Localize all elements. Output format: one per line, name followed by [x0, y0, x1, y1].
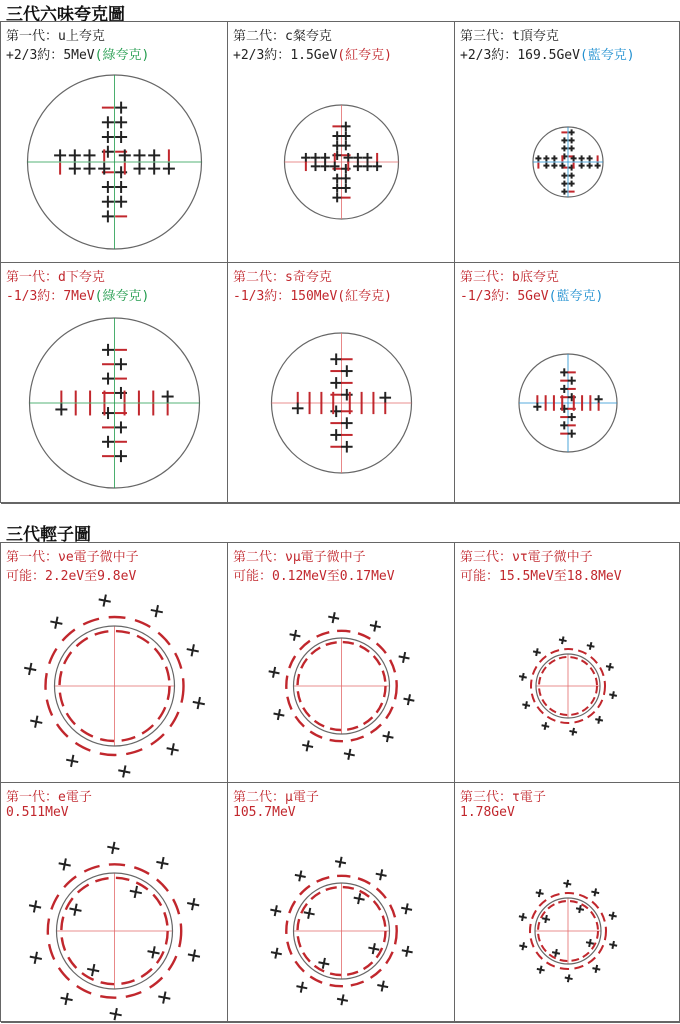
- plus-charge-mark: [330, 405, 342, 417]
- plus-charge-mark: [561, 173, 567, 179]
- plus-charge-mark: [542, 722, 550, 730]
- lepton-diagram: [1, 783, 228, 1023]
- plus-charge-mark: [332, 131, 341, 140]
- lepton-name: ντ電子微中子: [512, 550, 593, 565]
- plus-charge-mark: [290, 630, 301, 641]
- plus-charge-mark: [115, 116, 127, 128]
- mass-value: 150MeV: [290, 289, 338, 304]
- plus-charge-mark: [24, 663, 36, 675]
- quark-name: u上夸克: [58, 29, 105, 44]
- generation-label: 第二代：: [233, 550, 286, 565]
- plus-charge-mark: [341, 365, 353, 377]
- plus-charge-mark: [353, 153, 362, 162]
- plus-charge-mark: [341, 122, 350, 131]
- plus-charge-mark: [551, 155, 557, 161]
- plus-charge-mark: [193, 697, 205, 709]
- plus-charge-mark: [332, 141, 341, 150]
- plus-charge-mark: [102, 436, 114, 448]
- quark-cell: [455, 263, 680, 504]
- plus-charge-mark: [579, 163, 585, 169]
- plus-charge-mark: [344, 749, 355, 760]
- plus-charge-mark: [401, 903, 412, 914]
- lepton-diagram: [228, 783, 455, 1023]
- plus-charge-mark: [587, 642, 595, 650]
- plus-charge-mark: [370, 621, 381, 632]
- plus-charge-mark: [84, 163, 96, 175]
- plus-charge-mark: [148, 149, 160, 161]
- plus-charge-mark: [87, 964, 99, 976]
- plus-charge-mark: [565, 974, 573, 982]
- generation-label: 第一代：: [6, 790, 59, 805]
- plus-charge-mark: [595, 395, 603, 403]
- plus-charge-mark: [320, 162, 329, 171]
- plus-charge-mark: [328, 612, 339, 623]
- generation-label: 第三代：: [460, 29, 513, 44]
- quark-name: s奇夸克: [285, 270, 332, 285]
- color-charge-label: (綠夸克): [94, 289, 150, 304]
- plus-charge-mark: [296, 982, 307, 993]
- plus-charge-mark: [187, 898, 199, 910]
- plus-charge-mark: [519, 673, 527, 681]
- quark-cell: [1, 263, 228, 504]
- plus-charge-mark: [519, 913, 527, 921]
- plus-charge-mark: [301, 153, 310, 162]
- quark-cell: [1, 22, 228, 263]
- plus-charge-mark: [341, 417, 353, 429]
- lepton-cell: [455, 783, 680, 1023]
- plus-charge-mark: [569, 137, 575, 143]
- plus-charge-mark: [372, 162, 381, 171]
- plus-charge-mark: [30, 952, 42, 964]
- plus-charge-mark: [115, 358, 127, 370]
- plus-charge-mark: [337, 994, 348, 1005]
- plus-charge-mark: [69, 904, 81, 916]
- plus-charge-mark: [162, 391, 174, 403]
- plus-charge-mark: [404, 694, 415, 705]
- plus-charge-mark: [274, 709, 285, 720]
- generation-label: 第一代：: [6, 550, 59, 565]
- plus-charge-mark: [568, 413, 576, 421]
- plus-charge-mark: [84, 149, 96, 161]
- color-charge-label: (藍夸克): [579, 48, 635, 63]
- quark-diagram: [1, 263, 228, 504]
- plus-charge-mark: [561, 189, 567, 195]
- plus-charge-mark: [354, 893, 365, 904]
- plus-charge-mark: [115, 196, 127, 208]
- generation-label: 第三代：: [460, 270, 513, 285]
- quark-diagram: [455, 263, 680, 504]
- plus-charge-mark: [148, 946, 160, 958]
- plus-charge-mark: [606, 663, 614, 671]
- quark-cell: [228, 22, 455, 263]
- color-charge-label: (藍夸克): [548, 289, 604, 304]
- charge-label: +2/3約：: [6, 48, 64, 63]
- quark-name: t頂夸克: [512, 29, 559, 44]
- plus-charge-mark: [560, 421, 568, 429]
- plus-charge-mark: [592, 965, 600, 973]
- plus-charge-mark: [54, 149, 66, 161]
- plus-charge-mark: [568, 377, 576, 385]
- lepton-name: e電子: [58, 790, 92, 805]
- generation-label: 第二代：: [233, 790, 286, 805]
- plus-charge-mark: [569, 728, 577, 736]
- plus-charge-mark: [115, 421, 127, 433]
- lepton-section-title: 三代輕子圖: [6, 525, 91, 545]
- plus-charge-mark: [399, 652, 410, 663]
- quark-diagram: [455, 22, 680, 263]
- plus-charge-mark: [311, 153, 320, 162]
- plus-charge-mark: [542, 915, 550, 923]
- plus-charge-mark: [188, 950, 200, 962]
- quark-name: d下夸克: [58, 270, 105, 285]
- quark-diagram: [228, 263, 455, 504]
- plus-charge-mark: [269, 667, 280, 678]
- mass-value: 169.5GeV: [517, 48, 580, 63]
- lepton-mass-line: 可能：2.2eV至9.8eV: [6, 569, 137, 584]
- lepton-cell: [1, 543, 228, 783]
- charge-label: -1/3約：: [6, 289, 64, 304]
- plus-charge-mark: [595, 716, 603, 724]
- plus-charge-mark: [133, 163, 145, 175]
- plus-charge-mark: [66, 755, 78, 767]
- plus-charge-mark: [595, 163, 601, 169]
- plus-charge-mark: [551, 163, 557, 169]
- plus-charge-mark: [330, 353, 342, 365]
- plus-charge-mark: [102, 181, 114, 193]
- plus-charge-mark: [332, 193, 341, 202]
- plus-charge-mark: [115, 131, 127, 143]
- plus-charge-mark: [330, 377, 342, 389]
- plus-charge-mark: [543, 163, 549, 169]
- plus-charge-mark: [363, 153, 372, 162]
- quark-cell: [228, 263, 455, 504]
- lepton-grid: [0, 542, 680, 1022]
- plus-charge-mark: [341, 441, 353, 453]
- color-charge-label: (紅夸克): [337, 48, 392, 63]
- plus-charge-mark: [167, 743, 179, 755]
- lepton-mass-line: 可能：15.5MeV至18.8MeV: [460, 569, 622, 584]
- plus-charge-mark: [533, 403, 541, 411]
- plus-charge-mark: [522, 701, 530, 709]
- lepton-cell: [1, 783, 228, 1023]
- generation-label: 第三代：: [460, 790, 513, 805]
- plus-charge-mark: [587, 163, 593, 169]
- plus-charge-mark: [151, 605, 163, 617]
- plus-charge-mark: [30, 716, 42, 728]
- plus-charge-mark: [304, 908, 315, 919]
- plus-charge-mark: [561, 145, 567, 151]
- plus-charge-mark: [99, 595, 111, 607]
- plus-charge-mark: [332, 183, 341, 192]
- generation-label: 第一代：: [6, 270, 59, 285]
- plus-charge-mark: [187, 644, 199, 656]
- plus-charge-mark: [563, 880, 571, 888]
- plus-charge-mark: [148, 163, 160, 175]
- lepton-name: νμ電子微中子: [285, 550, 366, 565]
- plus-charge-mark: [115, 450, 127, 462]
- plus-charge-mark: [402, 946, 413, 957]
- plus-charge-mark: [102, 210, 114, 222]
- quark-cell: [455, 22, 680, 263]
- plus-charge-mark: [133, 149, 145, 161]
- plus-charge-mark: [569, 181, 575, 187]
- lepton-diagram: [228, 543, 455, 783]
- charge-label: -1/3約：: [233, 289, 291, 304]
- lepton-name: μ電子: [285, 790, 319, 805]
- lepton-mass-line: 0.511MeV: [6, 805, 69, 820]
- plus-charge-mark: [335, 857, 346, 868]
- plus-charge-mark: [586, 939, 594, 947]
- plus-charge-mark: [609, 912, 617, 920]
- plus-charge-mark: [271, 948, 282, 959]
- lepton-mass-line: 可能：0.12MeV至0.17MeV: [233, 569, 395, 584]
- plus-charge-mark: [569, 145, 575, 151]
- quark-diagram: [228, 22, 455, 263]
- plus-charge-mark: [379, 392, 391, 404]
- lepton-name: τ電子: [512, 790, 546, 805]
- quark-grid: [0, 21, 680, 503]
- plus-charge-mark: [302, 741, 313, 752]
- plus-charge-mark: [353, 162, 362, 171]
- plus-charge-mark: [61, 993, 73, 1005]
- plus-charge-mark: [341, 131, 350, 140]
- plus-charge-mark: [29, 900, 41, 912]
- plus-charge-mark: [587, 155, 593, 161]
- plus-charge-mark: [69, 163, 81, 175]
- plus-charge-mark: [561, 137, 567, 143]
- plus-charge-mark: [368, 943, 379, 954]
- plus-charge-mark: [69, 149, 81, 161]
- plus-charge-mark: [102, 116, 114, 128]
- plus-charge-mark: [560, 385, 568, 393]
- plus-charge-mark: [341, 183, 350, 192]
- lepton-cell: [228, 543, 455, 783]
- plus-charge-mark: [543, 155, 549, 161]
- plus-charge-mark: [341, 174, 350, 183]
- lepton-diagram: [455, 783, 680, 1023]
- charge-label: +2/3約：: [233, 48, 291, 63]
- plus-charge-mark: [376, 869, 387, 880]
- plus-charge-mark: [320, 153, 329, 162]
- lepton-cell: [228, 783, 455, 1023]
- plus-charge-mark: [568, 430, 576, 438]
- plus-charge-mark: [383, 731, 394, 742]
- generation-label: 第三代：: [460, 550, 513, 565]
- plus-charge-mark: [537, 966, 545, 974]
- plus-charge-mark: [130, 886, 142, 898]
- plus-charge-mark: [330, 429, 342, 441]
- lepton-cell: [455, 543, 680, 783]
- plus-charge-mark: [535, 155, 541, 161]
- plus-charge-mark: [59, 858, 71, 870]
- mass-value: 1.5GeV: [290, 48, 338, 63]
- generation-label: 第二代：: [233, 270, 286, 285]
- lepton-mass-line: 105.7MeV: [233, 805, 296, 820]
- plus-charge-mark: [341, 389, 353, 401]
- plus-charge-mark: [110, 1008, 122, 1020]
- plus-charge-mark: [536, 889, 544, 897]
- plus-charge-mark: [115, 181, 127, 193]
- plus-charge-mark: [107, 842, 119, 854]
- plus-charge-mark: [102, 131, 114, 143]
- plus-charge-mark: [609, 941, 617, 949]
- color-charge-label: (紅夸克): [337, 289, 392, 304]
- plus-charge-mark: [102, 196, 114, 208]
- plus-charge-mark: [50, 617, 62, 629]
- plus-charge-mark: [156, 857, 168, 869]
- quark-name: b底夸克: [512, 270, 559, 285]
- lepton-name: νe電子微中子: [58, 550, 139, 565]
- plus-charge-mark: [163, 163, 175, 175]
- plus-charge-mark: [318, 958, 329, 969]
- lepton-diagram: [1, 543, 228, 783]
- plus-charge-mark: [569, 173, 575, 179]
- plus-charge-mark: [292, 403, 304, 415]
- plus-charge-mark: [609, 691, 617, 699]
- quark-diagram: [1, 22, 228, 263]
- plus-charge-mark: [341, 141, 350, 150]
- color-charge-label: (綠夸克): [94, 48, 150, 63]
- plus-charge-mark: [102, 373, 114, 385]
- plus-charge-mark: [591, 888, 599, 896]
- plus-charge-mark: [576, 905, 584, 913]
- quark-name: c粲夸克: [285, 29, 332, 44]
- plus-charge-mark: [552, 949, 560, 957]
- plus-charge-mark: [560, 368, 568, 376]
- plus-charge-mark: [102, 344, 114, 356]
- plus-charge-mark: [579, 155, 585, 161]
- mass-value: 5GeV: [517, 289, 549, 304]
- plus-charge-mark: [311, 162, 320, 171]
- plus-charge-mark: [332, 174, 341, 183]
- plus-charge-mark: [270, 905, 281, 916]
- plus-charge-mark: [533, 648, 541, 656]
- mass-value: 5MeV: [63, 48, 95, 63]
- plus-charge-mark: [559, 636, 567, 644]
- plus-charge-mark: [115, 102, 127, 114]
- plus-charge-mark: [295, 871, 306, 882]
- plus-charge-mark: [55, 403, 67, 415]
- charge-label: -1/3約：: [460, 289, 518, 304]
- plus-charge-mark: [363, 162, 372, 171]
- charge-label: +2/3約：: [460, 48, 518, 63]
- generation-label: 第一代：: [6, 29, 59, 44]
- quark-section-title: 三代六味夸克圖: [6, 5, 125, 25]
- plus-charge-mark: [569, 129, 575, 135]
- generation-label: 第二代：: [233, 29, 286, 44]
- plus-charge-mark: [377, 981, 388, 992]
- lepton-mass-line: 1.78GeV: [460, 805, 515, 820]
- plus-charge-mark: [519, 942, 527, 950]
- plus-charge-mark: [118, 765, 130, 777]
- lepton-diagram: [455, 543, 680, 783]
- plus-charge-mark: [561, 181, 567, 187]
- plus-charge-mark: [158, 992, 170, 1004]
- mass-value: 7MeV: [63, 289, 95, 304]
